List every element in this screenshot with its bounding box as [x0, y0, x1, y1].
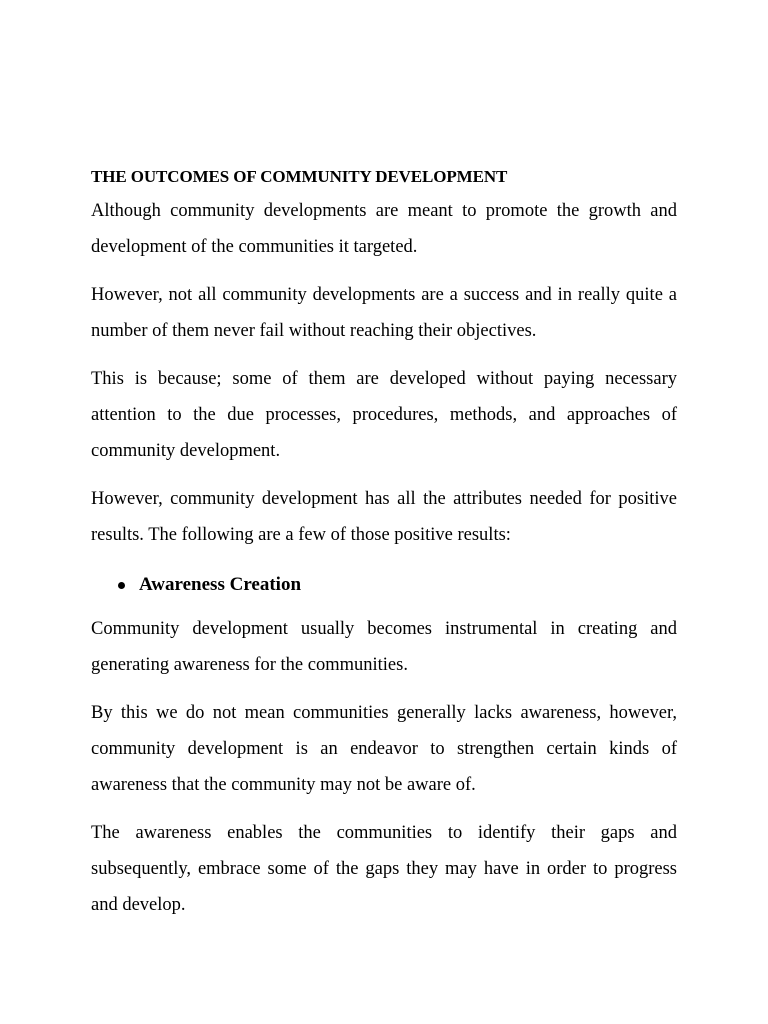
paragraph: The awareness enables the communities to identify their gaps and subsequently, embrace some of the gaps they may have in order to progress and develop.: [91, 823, 677, 915]
document-page: [91, 165, 677, 935]
section-heading: THE OUTCOMES OF COMMUNITY DEVELOPMENT: [91, 167, 508, 186]
paragraph: This is because; some of them are developed without paying necessary attention to the due processes, procedures, methods, and approaches of community development.: [91, 369, 677, 461]
paragraph: Although community developments are meant to promote the growth and development of the communities it targeted.: [91, 201, 677, 257]
bullet-item: [91, 565, 677, 605]
paragraph: By this we do not mean communities generally lacks awareness, however, community development is an endeavor to strengthen certain kinds of awareness that the community may not be aware of.: [91, 703, 677, 795]
paragraph: Community development usually becomes instrumental in creating and generating awareness for the communities.: [91, 619, 677, 675]
bullet-dot-icon: [118, 582, 125, 589]
paragraph: However, community development has all the attributes needed for positive results. The following are a few of those positive results:: [91, 489, 677, 545]
bullet-label: Awareness Creation: [139, 574, 302, 595]
bullet-list: [91, 565, 677, 605]
paragraph: However, not all community developments are a success and in really quite a number of them never fail without reaching their objectives.: [91, 285, 677, 341]
